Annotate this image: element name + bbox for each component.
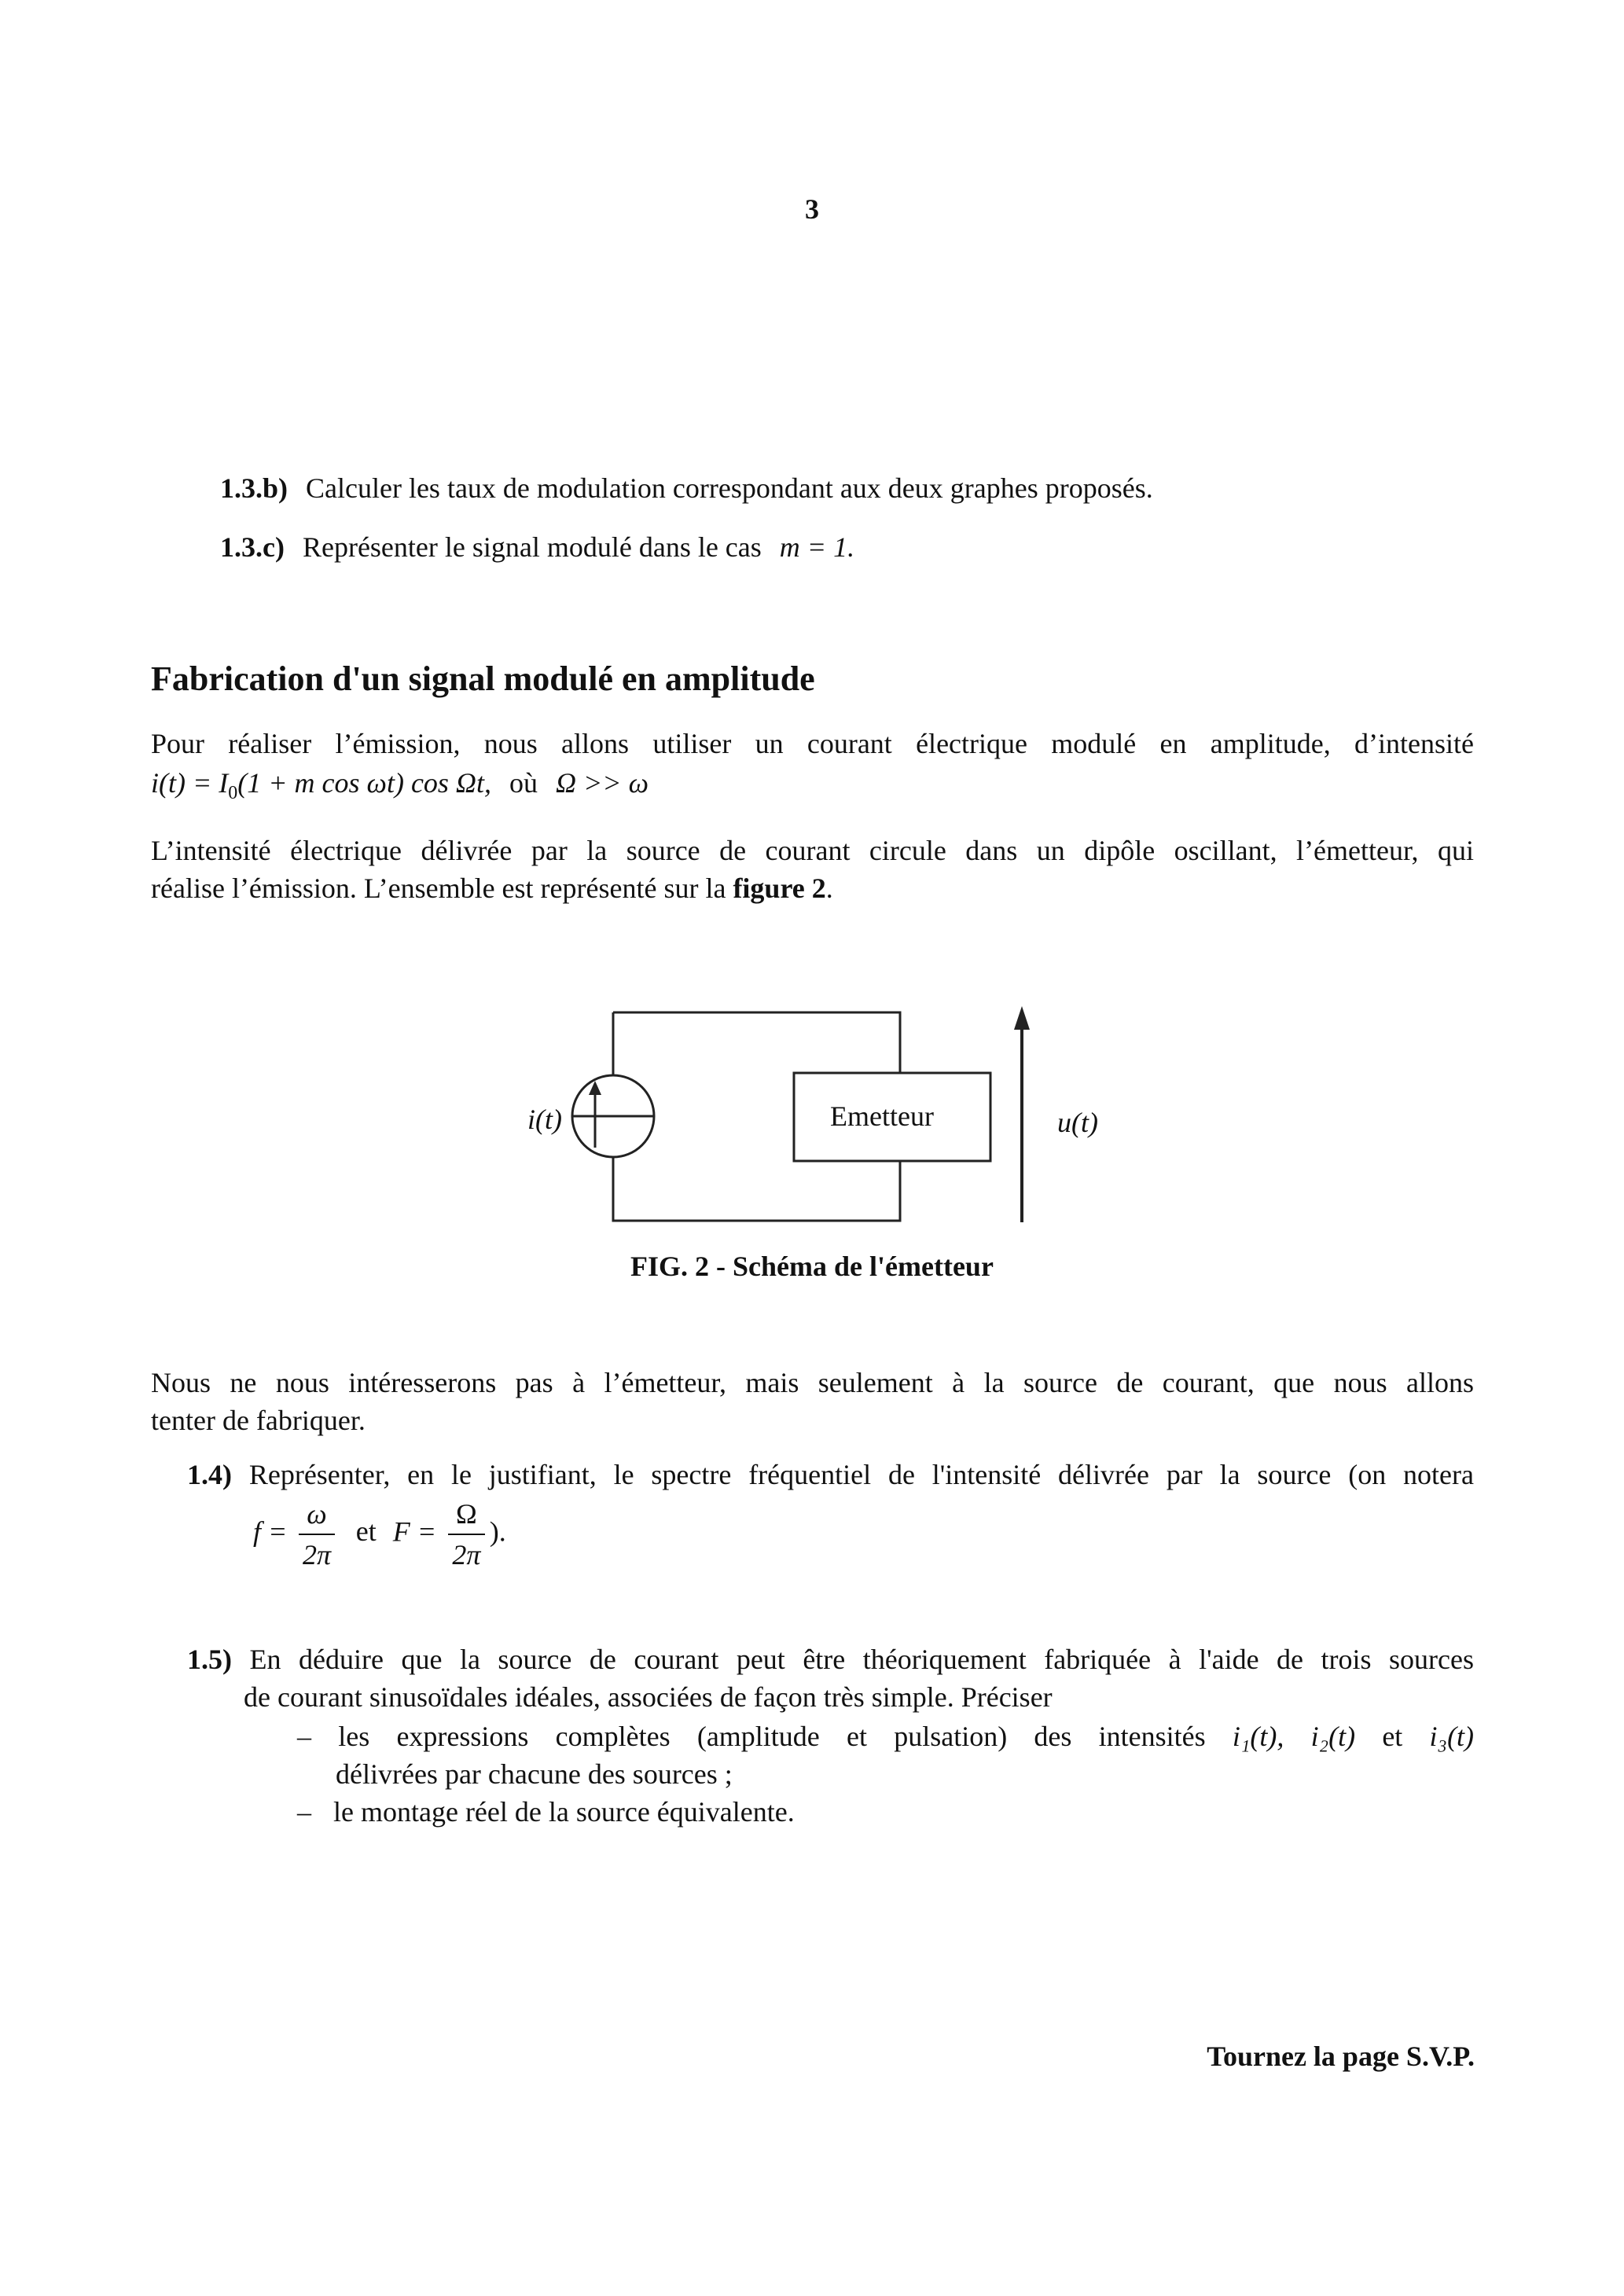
bullet-2	[297, 1795, 795, 1828]
figure-reference: figure 2	[733, 872, 826, 904]
F-numerator: Ω	[448, 1497, 485, 1535]
question-text: Représenter le signal modulé dans le cas	[302, 531, 762, 563]
F-denominator: 2π	[452, 1539, 481, 1570]
f-fraction	[299, 1497, 334, 1571]
bullet-1-line-2: délivrées par chacune des sources ;	[336, 1758, 733, 1790]
paragraph-2-line-1: L’intensité électrique délivrée par la source de courant circule dans un dipôle oscillant, l’émetteur, qui	[151, 835, 1474, 866]
question-1-4	[187, 1458, 1474, 1491]
F-fraction	[448, 1497, 485, 1571]
paragraph-3-line-1: Nous ne nous intéresserons pas à l’émetteur, mais seulement à la source de courant, que nous allons	[151, 1367, 1474, 1398]
voltage-arrow-icon	[1014, 1006, 1030, 1030]
emitter-label: Emetteur	[830, 1100, 934, 1132]
paragraph-3-line-2: tenter de fabriquer.	[151, 1405, 366, 1436]
i2-expression: i₂(t)	[1310, 1721, 1356, 1752]
f-denominator: 2π	[302, 1539, 332, 1570]
question-1-5-line-1	[187, 1643, 1474, 1676]
page-number: 3	[805, 193, 819, 225]
et-word: et	[355, 1515, 377, 1548]
formula-where: où	[509, 767, 538, 799]
question-label: 1.3.c)	[220, 531, 285, 563]
i1-expression: i₁(t),	[1232, 1721, 1284, 1752]
question-label: 1.3.b)	[220, 472, 288, 504]
f-numerator: ω	[299, 1497, 334, 1535]
formula-subscript: 0	[228, 783, 238, 803]
bullet-dash: –	[297, 1721, 311, 1752]
formula-rhs: (1 + m cos ωt) cos Ωt,	[237, 767, 491, 799]
F-lhs: F =	[392, 1515, 436, 1548]
close-paren: ).	[489, 1515, 506, 1548]
f-lhs: f =	[253, 1515, 288, 1548]
i3-expression: i₃(t)	[1429, 1721, 1475, 1752]
current-label: i(t)	[527, 1104, 562, 1135]
question-label: 1.4)	[187, 1459, 232, 1490]
bullet-1	[297, 1720, 1474, 1753]
question-1-5-line-2: de courant sinusoïdales idéales, associées de façon très simple. Préciser	[244, 1681, 1053, 1713]
question-text: En déduire que la source de courant peut être théoriquement fabriquée à l'aide de trois sources	[249, 1644, 1475, 1675]
figure-caption: FIG. 2 - Schéma de l'émetteur	[630, 1251, 994, 1282]
voltage-label: u(t)	[1057, 1107, 1098, 1138]
formula-condition: Ω >> ω	[555, 767, 649, 799]
footer-note: Tournez la page S.V.P.	[1207, 2041, 1475, 2072]
frequency-definitions	[253, 1497, 506, 1571]
question-text: Représenter, en le justifiant, le spectre fréquentiel de l'intensité délivrée par la source (on notera	[248, 1459, 1474, 1490]
question-text: Calculer les taux de modulation correspondant aux deux graphes proposés.	[306, 472, 1153, 504]
intro-paragraph: Pour réaliser l’émission, nous allons utiliser un courant électrique modulé en amplitude, d’intensité	[151, 728, 1474, 759]
question-math: m = 1.	[779, 531, 855, 563]
bullet-1-text: les expressions complètes (amplitude et pulsation) des intensités	[338, 1721, 1206, 1752]
et-word: et	[1382, 1721, 1403, 1752]
section-title: Fabrication d'un signal modulé en amplitude	[151, 659, 815, 698]
question-label: 1.5)	[187, 1644, 232, 1675]
bullet-dash: –	[297, 1796, 311, 1828]
paragraph-2-suffix: .	[825, 872, 833, 904]
paragraph-2-prefix: réalise l’émission. L’ensemble est représenté sur la	[151, 872, 726, 904]
bullet-2-text: le montage réel de la source équivalente.	[333, 1796, 795, 1828]
formula-lhs: i(t) = I	[151, 767, 229, 799]
